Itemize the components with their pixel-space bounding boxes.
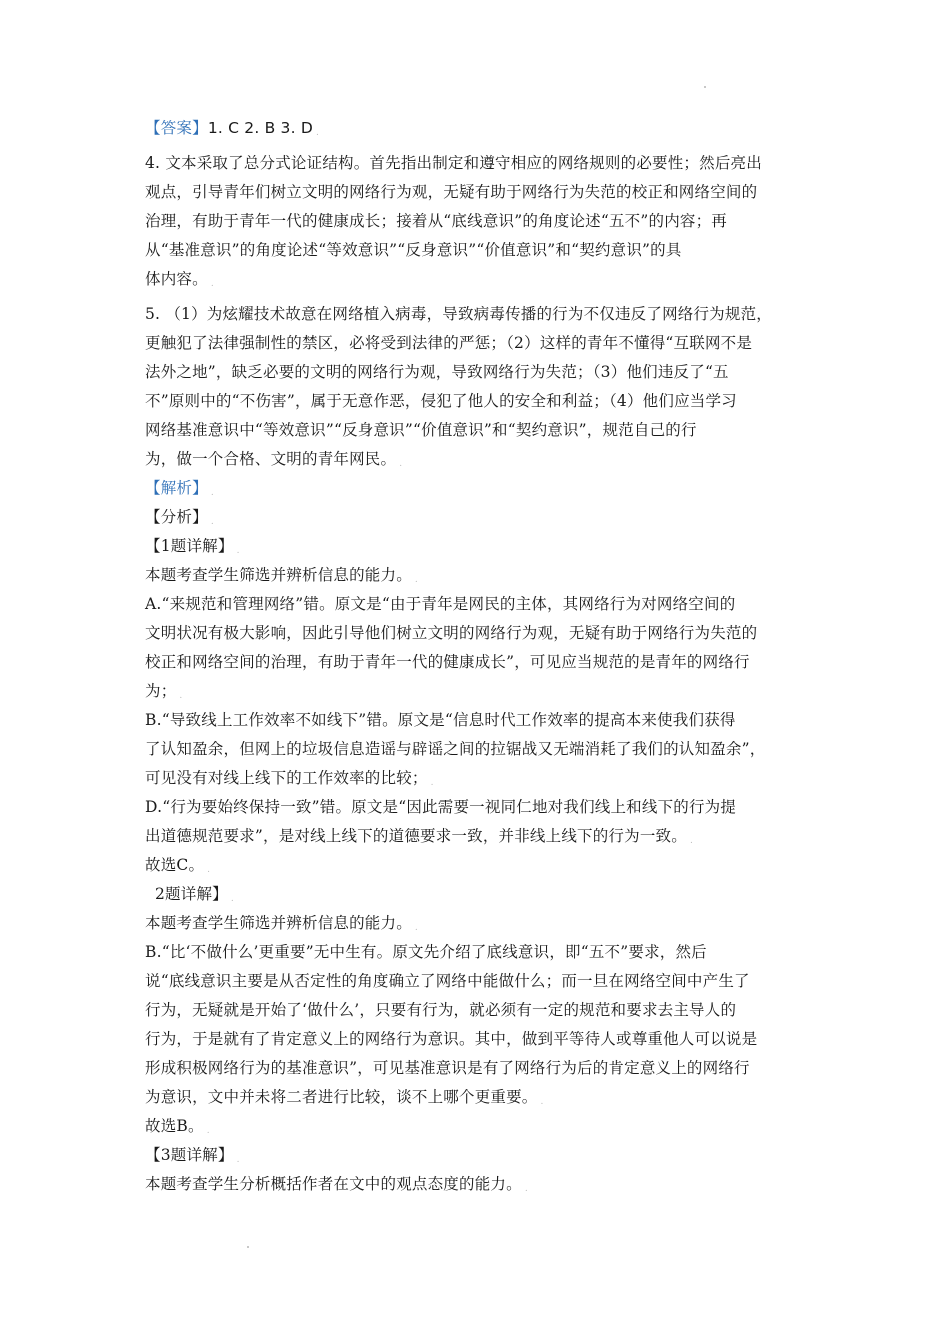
q1-option-d	[145, 793, 817, 851]
q1-a-line: A.“来规范和管理网络”错。原文是“由于青年是网民的主体，其网络行为对网络空间的	[145, 595, 736, 613]
q1-intro: 本题考查学生筛选并辨析信息的能力。 .	[145, 566, 418, 585]
q2-option-b	[145, 938, 817, 1112]
q4-line: 4. 文本采取了总分式论证结构。首先指出制定和遵守相应的网络规则的必要性；然后亮出	[145, 154, 762, 172]
q3-intro: 本题考查学生分析概括作者在文中的观点态度的能力。 .	[145, 1175, 528, 1194]
q2-b-line: B.“比‘不做什么’更重要”无中生有。原文先介绍了底线意识，即“五不”要求，然后	[145, 943, 707, 961]
q2-b-line: 形成积极网络行为的基准意识”，可见基准意识是有了网络行为后的肯定意义上的网络行	[145, 1059, 750, 1077]
analysis-label: 【解析】 .	[145, 479, 214, 498]
fenxi-label: 【分析】 .	[145, 508, 214, 527]
q3-title: 【3题详解】 .	[145, 1146, 240, 1165]
q4-line: 治理，有助于青年一代的健康成长；接着从“底线意识”的角度论述“五不”的内容；再	[145, 212, 727, 230]
q1-title: 【1题详解】 .	[145, 537, 240, 556]
q1-b-line: B.“导致线上工作效率不如线下”错。原文是“信息时代工作效率的提高本来使我们获得	[145, 711, 736, 729]
q5-paragraph	[145, 300, 817, 474]
q2-conclusion: 故选B。 .	[145, 1117, 210, 1136]
q4-paragraph	[145, 149, 817, 294]
q1-a-line: 文明状况有极大影响，因此引导他们树立文明的网络行为观，无疑有助于网络行为失范的	[145, 624, 758, 642]
q5-line: 5. （1）为炫耀技术故意在网络植入病毒，导致病毒传播的行为不仅违反了网络行为规范，	[145, 305, 772, 323]
q1-conclusion: 故选C。 .	[145, 856, 211, 875]
q1-d-line: D.“行为要始终保持一致”错。原文是“因此需要一视同仁地对我们线上和线下的行为提	[145, 798, 737, 816]
q2-b-line: 为意识，文中并未将二者进行比较，谈不上哪个更重要。 .	[145, 1088, 544, 1107]
q5-line: 不”原则中的“不伤害”，属于无意作恶，侵犯了他人的安全和利益；（4）他们应当学习	[145, 392, 737, 410]
q1-b-line: 可见没有对线上线下的工作效率的比较； .	[145, 769, 434, 788]
page-dot-mark	[704, 86, 706, 88]
answer-text: 1. C 2. B 3. D	[207, 119, 314, 137]
q1-a-line: 为； .	[145, 682, 183, 701]
q5-line: 法外之地”，缺乏必要的文明的网络行为观，导致网络行为失范；（3）他们违反了“五	[145, 363, 729, 381]
q1-option-a	[145, 590, 817, 706]
q4-line: 观点，引导青年们树立文明的网络行为观，无疑有助于网络行为失范的校正和网络空间的	[145, 183, 758, 201]
answer-line: 【答案】1. C 2. B 3. D .	[145, 119, 320, 138]
q1-a-line: 校正和网络空间的治理，有助于青年一代的健康成长”，可见应当规范的是青年的网络行	[145, 653, 750, 671]
q2-b-line: 行为，无疑就是开始了‘做什么’，只要有行为，就必须有一定的规范和要求去主导人的	[145, 1001, 737, 1019]
page-dot-mark	[247, 1246, 249, 1248]
answer-label: 【答案】	[145, 119, 208, 137]
q2-intro: 本题考查学生筛选并辨析信息的能力。 .	[145, 914, 418, 933]
q5-line: 更触犯了法律强制性的禁区，必将受到法律的严惩；（2）这样的青年不懂得“互联网不是	[145, 334, 753, 352]
q1-option-b	[145, 706, 817, 793]
q5-line: 为，做一个合格、文明的青年网民。 .	[145, 450, 403, 469]
q2-b-line: 行为，于是就有了肯定意义上的网络行为意识。其中，做到平等待人或尊重他人可以说是	[145, 1030, 758, 1048]
q1-d-line: 出道德规范要求”，是对线上线下的道德要求一致，并非线上线下的行为一致。 .	[145, 827, 693, 846]
q5-line: 网络基准意识中“等效意识”“反身意识”“价值意识”和“契约意识”，规范自己的行	[145, 421, 697, 439]
document-body	[145, 114, 817, 1199]
q2-title: 2题详解】 .	[155, 885, 234, 904]
q2-b-line: 说“底线意识主要是从否定性的角度确立了网络中能做什么；而一旦在网络空间中产生了	[145, 972, 750, 990]
q4-line: 体内容。 .	[145, 270, 214, 289]
q1-b-line: 了认知盈余，但网上的垃圾信息造谣与辟谣之间的拉锯战又无端消耗了我们的认知盈余”，	[145, 740, 766, 758]
q4-line: 从“基准意识”的角度论述“等效意识”“反身意识”“价值意识”和“契约意识”的具	[145, 241, 682, 259]
